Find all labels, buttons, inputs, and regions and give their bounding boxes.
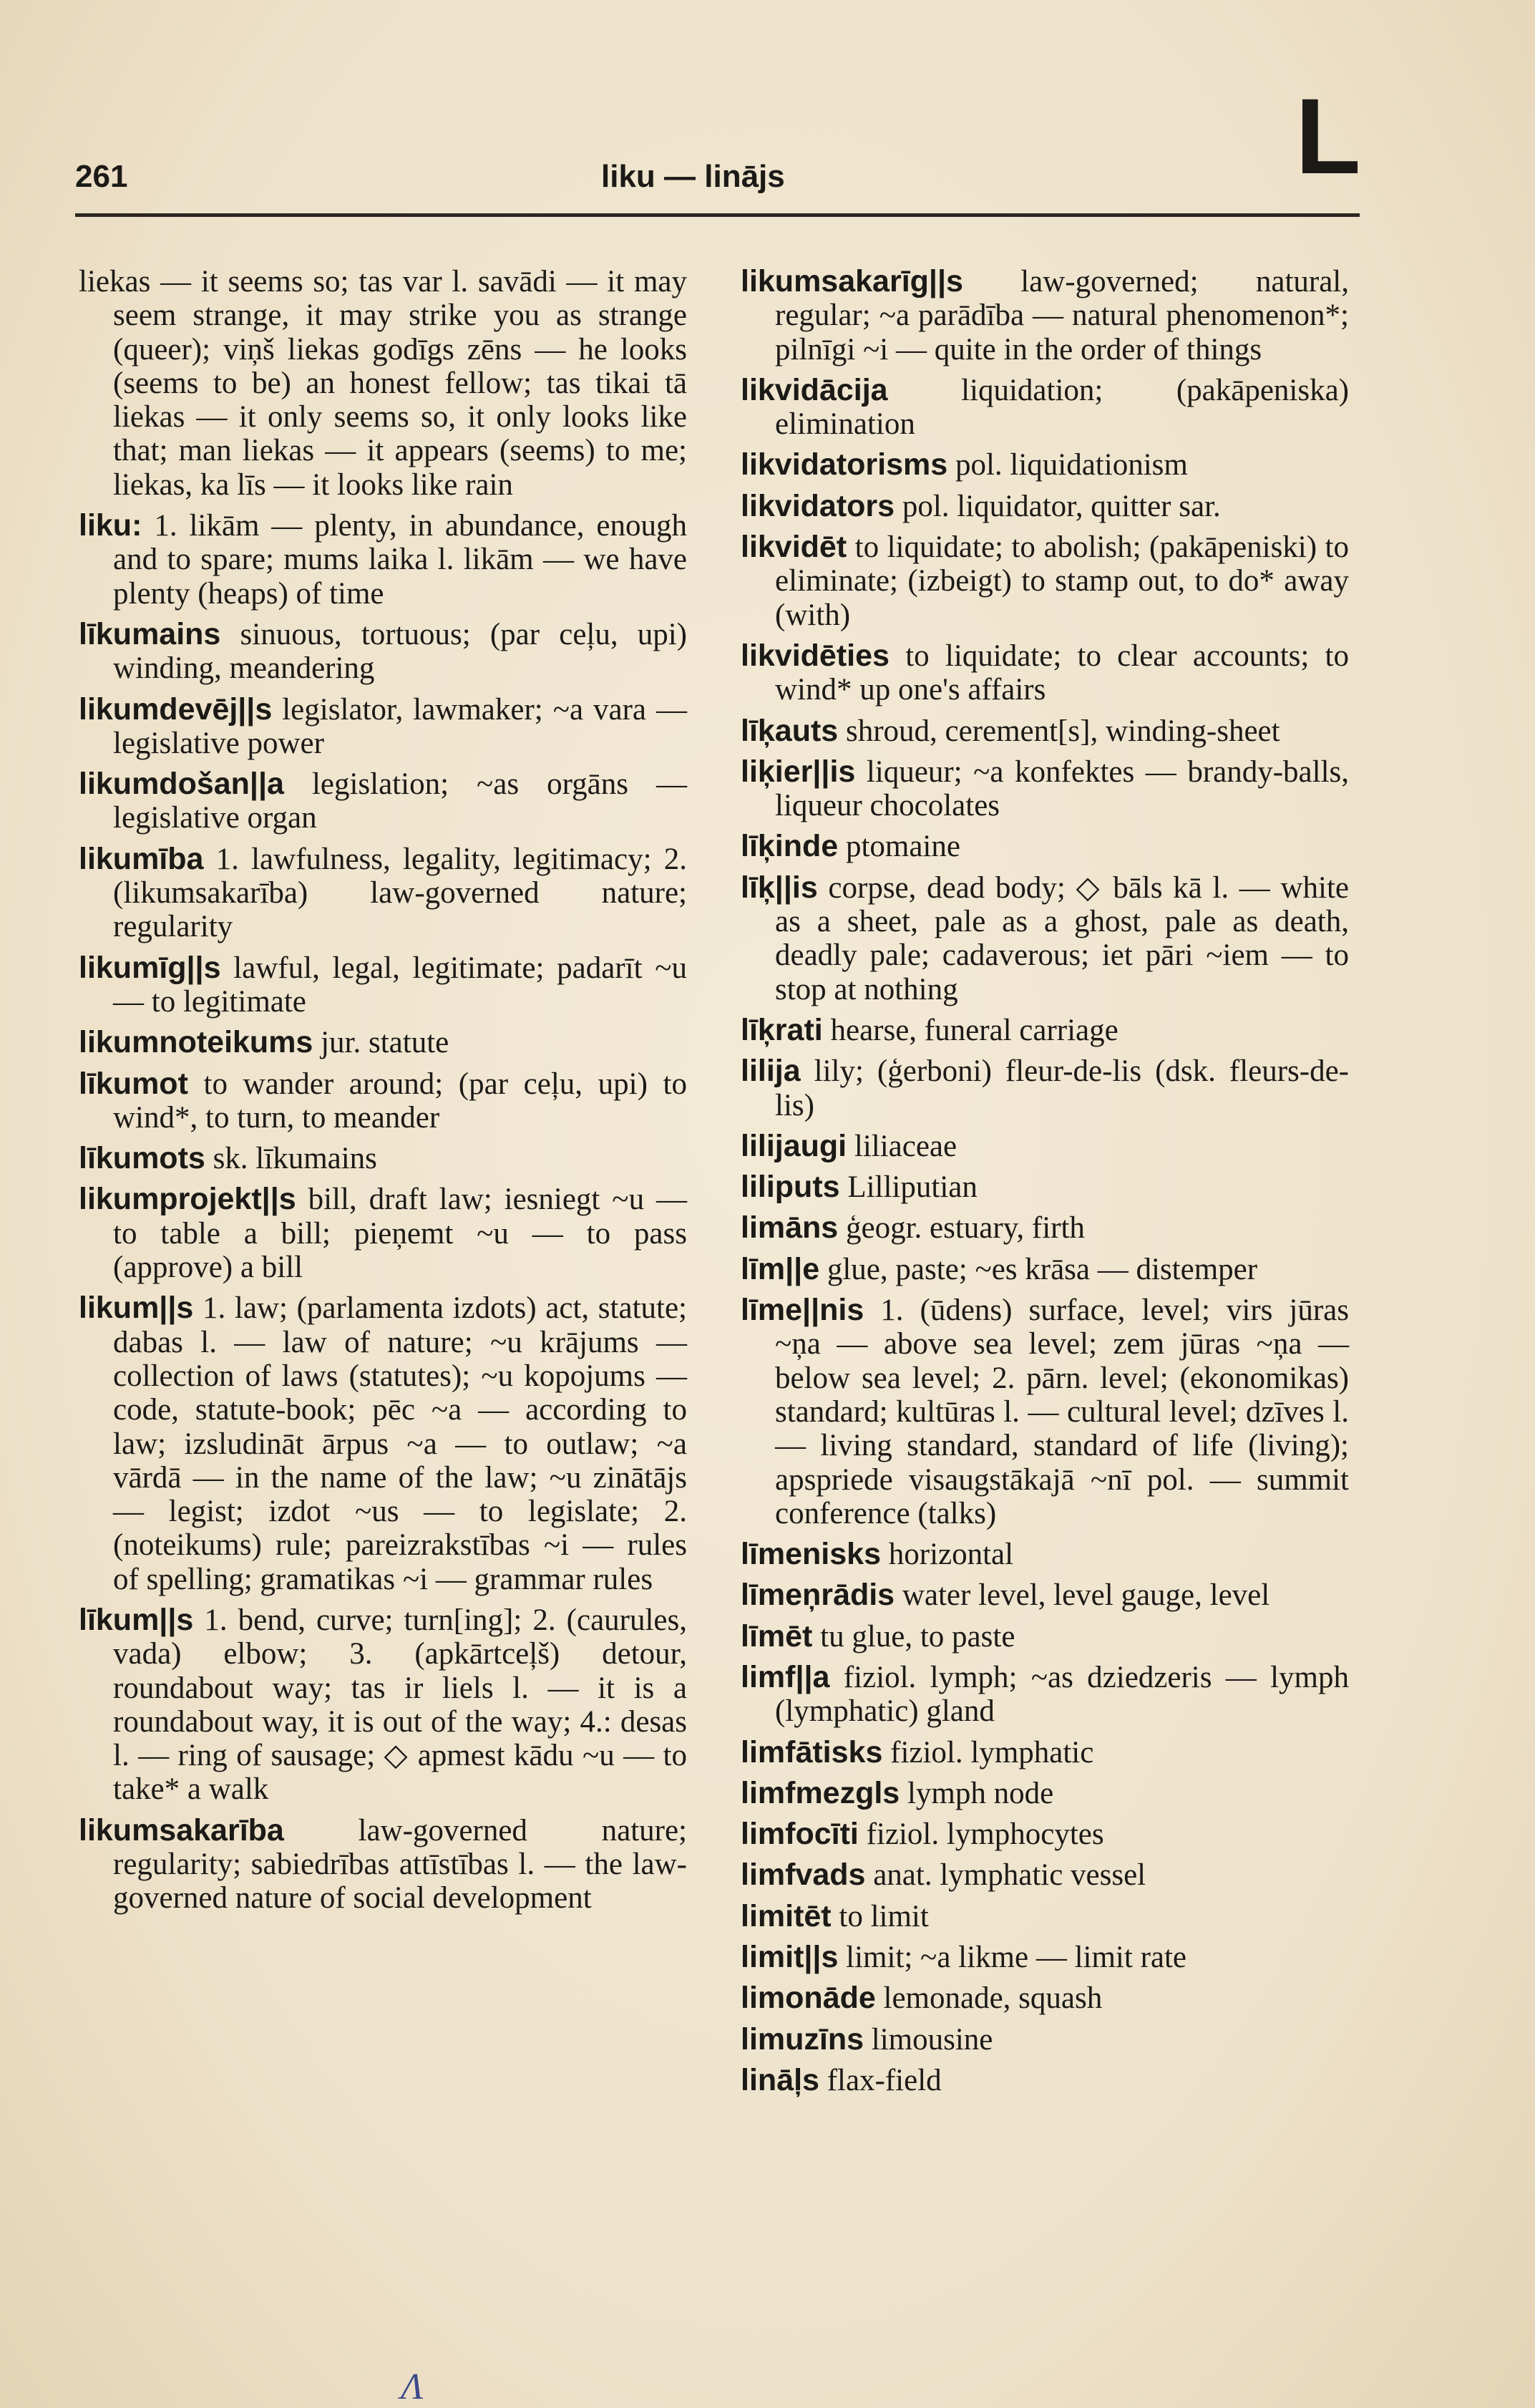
entry-definition: glue, paste; ~es krāsa — distemper [827,1252,1258,1286]
dictionary-entry [79,693,687,761]
entry-headword: likum||s [79,1291,194,1326]
page-number: 261 [75,159,128,194]
dictionary-entry [741,1253,1349,1286]
entry-definition: corpse, dead body; ◇ bāls kā l. — white as a sheet, pale as a ghost, pale as death, deadly pale; cadaverous; iet pāri ~iem — to stop at nothing [775,870,1350,1006]
entry-definition: 1. likām — plenty, in abundance, enough and to spare; mums laika l. likām — we have plenty (heaps) of time [113,509,687,611]
entry-headword: likumsakarīg||s [741,264,963,298]
entry-definition: lily; (ģerboni) fleur-de-lis (dsk. fleurs-de-lis) [775,1054,1350,1122]
entry-headword: likvidēties [741,638,890,673]
entry-headword: līm||e [741,1251,820,1286]
entry-definition: shroud, cerement[s], winding-sheet [845,714,1280,748]
dictionary-entry [741,755,1349,823]
dictionary-entry [79,843,687,944]
entry-headword: likvidatorisms [741,447,948,482]
right-column [741,265,1349,2104]
entry-definition: fiziol. lymphatic [890,1735,1094,1769]
dictionary-entry [741,1981,1349,2015]
dictionary-entry [741,2023,1349,2057]
dictionary-entry [79,1142,687,1175]
running-head: liku — linājs [601,159,785,194]
dictionary-entry [79,265,687,502]
dictionary-entry [741,1211,1349,1245]
dictionary-entry [741,1014,1349,1047]
section-letter: L [1295,76,1361,196]
entry-headword: limāns [741,1210,839,1246]
entry-headword: likumnoteikums [79,1025,313,1060]
entry-definition: to liquidate; to clear accounts; to wind* up one's affairs [775,639,1349,707]
dictionary-entry [741,1858,1349,1892]
page-header [0,0,1535,215]
entry-definition: to limit [839,1899,929,1933]
entry-headword: līķrati [741,1012,823,1047]
dictionary-entry [79,1026,687,1059]
entry-definition: liekas — it seems so; tas var l. savādi — it may seem strange, it may strike you as strange (queer); viņš liekas godīgs zēns — he looks (seems to be) an honest fellow; tas tikai tā liekas — it only seems so, it only looks like that; man liekas — it appears (seems) to me; liekas, ka līs — it looks like rain [79,265,687,502]
entry-headword: līkumot [79,1066,188,1101]
dictionary-entry [741,265,1349,366]
entry-definition: to wander around; (par ceļu, upi) to wind*, to turn, to meander [113,1067,687,1135]
dictionary-entry [79,1291,687,1596]
entry-definition: liqueur; ~a konfektes — brandy-balls, liqueur chocolates [775,754,1350,823]
entry-headword: likumdošan||a [79,767,284,802]
entry-definition: liquidation; (pakāpeniska) elimination [775,373,1349,442]
entry-definition: 1. bend, curve; turn[ing]; 2. (caurules, vada) elbow; 3. (apkārtceļš) detour, roundabout way; tas ir liels l. — it is a roundabout way, it is out of the way; 4.: desas l. — ring of sausage; ◇ apmest kādu ~u — to take* a walk [113,1603,688,1807]
entry-definition: fiziol. lymphocytes [866,1817,1104,1852]
dictionary-entry [741,490,1349,523]
entry-headword: limf||a [741,1659,830,1694]
handwritten-mark: Λ [401,2366,424,2407]
entry-definition: 1. lawfulness, legality, legitimacy; 2. (likumsakarība) law-governed nature; regularity [113,842,688,944]
entry-definition: tu glue, to paste [820,1619,1015,1654]
entry-definition: sk. līkumains [213,1142,377,1176]
entry-definition: lymph node [907,1776,1054,1810]
dictionary-entry [741,830,1349,863]
dictionary-entry [79,767,687,835]
entry-definition: anat. lymphatic vessel [873,1858,1146,1893]
entry-definition: 1. (ūdens) surface, level; virs jūras ~ņa — above sea level; zem jūras ~ņa — below sea level; 2. pārn. level; (ekonomikas) standard; kultūras l. — cultural level; dzīves l. — living standard, standard of life (living); apspriede visaugstākajā ~nī pol. — summit conference (talks) [775,1293,1349,1530]
entry-headword: limit||s [741,1940,839,1975]
dictionary-entry [79,1183,687,1284]
dictionary-entry [741,1817,1349,1851]
entry-headword: līķinde [741,829,839,864]
dictionary-entry [79,509,687,611]
entry-headword: līķ||is [741,870,818,905]
dictionary-entry [79,618,687,686]
dictionary-entry [741,1054,1349,1122]
entry-definition: pol. liquidationism [955,448,1188,482]
entry-headword: limonāde [741,1981,876,2016]
entry-headword: likumdevēj||s [79,691,273,727]
entry-headword: līkumots [79,1141,205,1176]
dictionary-entry [741,448,1349,482]
entry-definition: to liquidate; to abolish; (pakāpeniski) to eliminate; (izbeigt) to stamp out, to do* away (with) [775,530,1349,632]
dictionary-entry [79,1067,687,1135]
dictionary-entry [741,1900,1349,1933]
entry-headword: līmeņrādis [741,1578,895,1613]
entry-definition: limousine [871,2022,993,2057]
dictionary-entry [741,1777,1349,1810]
entry-headword: limuzīns [741,2021,864,2057]
entry-definition: sinuous, tortuous; (par ceļu, upi) winding, meandering [113,617,688,686]
dictionary-entry [741,374,1349,442]
entry-definition: pol. liquidator, quitter sar. [902,489,1221,523]
entry-definition: ģeogr. estuary, firth [845,1211,1085,1246]
entry-definition: bill, draft law; iesniegt ~u — to table a bill; pieņemt ~u — to pass (approve) a bill [113,1183,687,1285]
entry-headword: līkum||s [79,1602,194,1637]
dictionary-entry [741,2064,1349,2097]
dictionary-entry [79,1603,687,1807]
dictionary-entry [741,1538,1349,1571]
left-column [79,265,687,1923]
entry-definition: law-governed nature; regularity; sabiedrības attīstības l. — the law-governed nature of social development [113,1813,688,1916]
entry-headword: lilija [741,1054,801,1089]
entry-headword: likvidācija [741,372,888,407]
entry-headword: likumīg||s [79,950,221,985]
dictionary-entry [741,1578,1349,1612]
entry-definition: legislator, lawmaker; ~a vara — legislative power [113,692,687,760]
entry-headword: likvidēt [741,530,847,565]
entry-headword: līmenisks [741,1537,881,1572]
dictionary-entry [79,1814,687,1916]
dictionary-entry [741,530,1349,632]
entry-definition: water level, level gauge, level [902,1578,1270,1613]
entry-headword: limfmezgls [741,1775,900,1810]
entry-headword: līķauts [741,713,839,748]
dictionary-entry [741,1620,1349,1654]
dictionary-entry [741,1661,1349,1729]
entry-definition: ptomaine [845,830,960,864]
entry-headword: liliputs [741,1170,840,1205]
entry-headword: liku: [79,508,142,543]
header-rule [75,213,1360,217]
dictionary-entry [741,1130,1349,1163]
entry-definition: limit; ~a likme — limit rate [846,1941,1187,1975]
entry-definition: fiziol. lymph; ~as dziedzeris — lymph (lymphatic) gland [775,1660,1349,1729]
dictionary-entry [741,871,1349,1006]
dictionary-entry [741,1736,1349,1769]
entry-definition: liliaceae [854,1129,957,1163]
entry-headword: limfātisks [741,1734,883,1769]
entry-definition: flax-field [827,2063,942,2097]
entry-definition: lawful, legal, legitimate; padarīt ~u — to legitimate [113,951,688,1019]
entry-headword: limfvads [741,1858,866,1893]
entry-headword: likvidators [741,488,895,523]
entry-definition: legislation; ~as orgāns — legislative organ [113,767,688,835]
entry-headword: limitēt [741,1898,832,1933]
entry-definition: 1. law; (parlamenta izdots) act, statute; dabas l. — law of nature; ~u krājums — collection of laws (statutes); ~u kopojums — code, statute-book; pēc ~a — according to law; izsludināt ārpus ~a — to outlaw; ~a vārdā — in the name of the law; ~u zinātājs — legist; izdot ~us — to legislate; 2. (noteikums) rule; pareizrakstības ~i — rules of spelling; gramatikas ~i — grammar rules [113,1291,687,1596]
dictionary-entry [741,714,1349,748]
entry-headword: limfocīti [741,1817,859,1852]
entry-definition: law-governed; natural, regular; ~a parādība — natural phenomenon*; pilnīgi ~i — quite in the order of things [775,265,1349,366]
entry-headword: līme||nis [741,1293,864,1328]
dictionary-entry [741,1941,1349,1974]
entry-headword: likumība [79,841,204,876]
entry-definition: horizontal [888,1538,1014,1572]
entry-headword: līkumains [79,616,221,651]
dictionary-entry [741,1293,1349,1530]
entry-definition: Lilliputian [847,1170,978,1205]
dictionary-entry [741,639,1349,707]
entry-headword: likumsakarība [79,1812,284,1848]
dictionary-entry [79,951,687,1019]
dictionary-entry [741,1170,1349,1204]
entry-headword: lināļs [741,2062,819,2097]
entry-definition: lemonade, squash [883,1981,1103,2016]
entry-definition: hearse, funeral carriage [830,1013,1119,1047]
entry-headword: līmēt [741,1618,813,1654]
entry-headword: likumprojekt||s [79,1182,296,1217]
entry-definition: jur. statute [321,1026,449,1060]
entry-headword: lilijaugi [741,1128,847,1163]
entry-headword: liķier||is [741,754,856,789]
